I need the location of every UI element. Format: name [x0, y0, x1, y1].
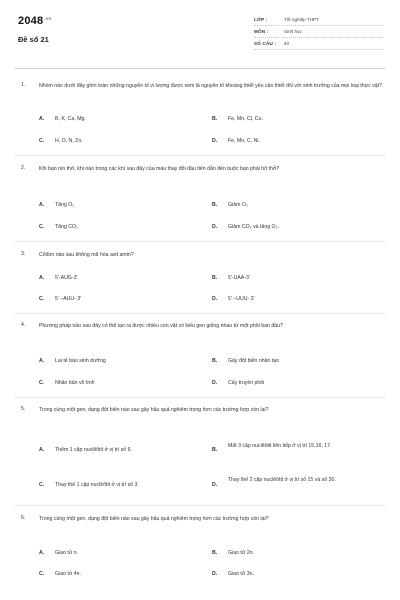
option-letter: A. — [39, 358, 45, 364]
question-text: Phương pháp nào sau đây có thể tạo ra được nhiều con vật có kiểu gen giống nhau từ một phôi ban đầu? — [39, 323, 283, 329]
question-number: 3. — [21, 251, 26, 257]
option-text: 5' –UUU- 3' — [228, 296, 255, 302]
meta-grade — [254, 17, 384, 27]
question-text: Trong cùng một gen, dạng đột biến nào sau gây hậu quả nghiêm trọng hơn các trường hợp còn lại? — [39, 516, 269, 522]
option-text: Tăng O₂ — [55, 202, 75, 208]
question-number: 1. — [21, 82, 26, 88]
question-divider — [14, 241, 386, 242]
option-letter: D. — [212, 138, 218, 144]
option-letter: B. — [212, 275, 218, 281]
option-text: H, O, N, Zn. — [55, 138, 83, 144]
option-text: Giảm CO₂ và tăng O₂. — [228, 224, 280, 230]
question-divider — [14, 505, 386, 506]
option-text: Thay thế 2 cặp nuclêôtit ở vị trí số 15 và số 30. — [228, 477, 336, 483]
option-text: Mất 3 cặp nuclêôtit liên tiếp ở vị trí 15,16, 17. — [228, 443, 332, 449]
option-letter: B. — [212, 550, 218, 556]
meta-count — [254, 41, 384, 51]
option-letter: B. — [212, 202, 218, 208]
option-text: Thay thế 1 cặp nuclêôtit ở vị trí số 3. — [55, 482, 139, 488]
option-text: Giao tử n. — [55, 550, 79, 556]
meta-divider — [254, 37, 384, 38]
question-text: Khi bạn nín thở, khi nào trong các khí sau đây của máu thay đổi đầu tiên dẫn đến buộc bạn phải hít thở? — [39, 166, 280, 172]
exam-title: Đề số 21 — [18, 35, 49, 44]
option-letter: C. — [39, 571, 45, 577]
option-letter: A. — [39, 550, 45, 556]
option-text: Thêm 1 cặp nuclêôtit ở vị trí số 6. — [55, 447, 132, 453]
option-text: Gây đột biến nhân tạo — [228, 358, 280, 364]
option-text: Giảm O₂ — [228, 202, 248, 208]
option-text: Fe, Mn, Cl, Cu. — [228, 116, 263, 122]
option-letter: A. — [39, 202, 45, 208]
question-number: 4. — [21, 322, 26, 328]
meta-divider — [254, 49, 384, 50]
meta-subject-label: MÔN : — [254, 29, 269, 34]
meta-subject-value: Sinh học — [284, 29, 302, 34]
meta-grade-label: LỚP : — [254, 17, 268, 22]
header-divider — [14, 68, 386, 69]
option-letter: D. — [212, 380, 218, 386]
option-text: Nhân bản vô tính — [55, 380, 95, 386]
meta-divider — [254, 25, 384, 26]
option-letter: B. — [212, 358, 218, 364]
option-text: Fe, Mn, C, Ni. — [228, 138, 260, 144]
option-letter: C. — [39, 224, 45, 230]
question-text: Nhóm nào dưới đây gồm toàn những nguyên tố vi lượng được xem là nguyên tố khoáng thiết yếu cần thiết đối với sinh trưởng của mọi loại thực vật? — [39, 83, 382, 89]
site-logo[interactable] — [18, 15, 51, 27]
option-text: B, K, Ca, Mg. — [55, 116, 86, 122]
option-letter: B. — [212, 116, 218, 122]
option-text: 5' –AUU- 3' — [55, 296, 82, 302]
question-text: Côđon nào sau không mã hóa axit amin? — [39, 252, 134, 258]
option-text: Tăng CO₂ — [55, 224, 79, 230]
option-text: Giao tử 4n. — [55, 571, 81, 577]
logo-text: 2048 — [18, 15, 44, 27]
option-letter: D. — [212, 571, 218, 577]
option-letter: A. — [39, 275, 45, 281]
question-number: 6. — [21, 515, 26, 521]
meta-subject — [254, 29, 384, 39]
option-letter: B. — [212, 447, 218, 453]
option-text: Lai tế bào sinh dưỡng — [55, 358, 106, 364]
option-letter: D. — [212, 482, 218, 488]
option-letter: C. — [39, 380, 45, 386]
question-divider — [14, 397, 386, 398]
question-number: 5. — [21, 406, 26, 412]
option-letter: C. — [39, 296, 45, 302]
meta-grade-value: Tốt nghiệp THPT — [284, 17, 319, 22]
option-letter: C. — [39, 482, 45, 488]
option-text: Giao tử 3n. — [228, 571, 254, 577]
option-text: Giao tử 2n. — [228, 550, 254, 556]
option-letter: A. — [39, 447, 45, 453]
question-number: 2. — [21, 165, 26, 171]
option-text: 5'-UAA-3' — [228, 275, 250, 281]
option-letter: C. — [39, 138, 45, 144]
option-letter: A. — [39, 116, 45, 122]
option-letter: D. — [212, 224, 218, 230]
option-text: Cấy truyền phôi — [228, 380, 265, 386]
meta-count-label: SỐ CÂU : — [254, 41, 277, 46]
meta-count-value: 40 — [284, 41, 290, 46]
option-text: 5'-AUG-3' — [55, 275, 78, 281]
page-header — [0, 0, 400, 68]
option-letter: D. — [212, 296, 218, 302]
question-divider — [14, 313, 386, 314]
question-divider — [14, 155, 386, 156]
logo-domain: .vn — [44, 16, 52, 21]
question-text: Trong cùng một gen, dạng đột biến nào sau gây hậu quả nghiêm trọng hơn các trường hợp còn lại? — [39, 407, 269, 413]
